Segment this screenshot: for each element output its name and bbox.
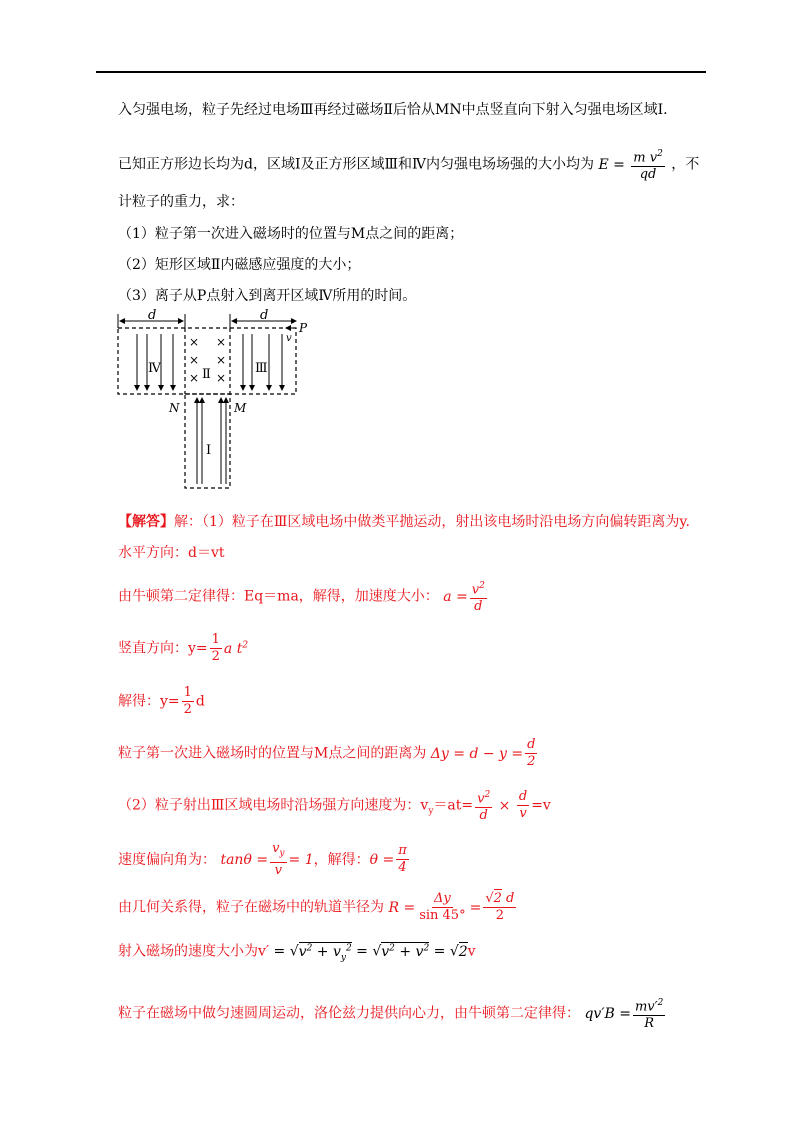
cross: × [189, 335, 200, 349]
region-label-IV: Ⅳ [148, 361, 161, 376]
answer-line-11 [118, 995, 667, 1032]
dim-label-d-left: d [148, 308, 157, 323]
question-3: （3）离子从P点射入到离开区域Ⅳ所用的时间。 [118, 288, 417, 304]
question-1: （1）粒子第一次进入磁场时的位置与M点之间的距离； [118, 226, 464, 242]
answer-line-8 [118, 841, 411, 879]
label-N: N [169, 401, 180, 415]
field-diagram [110, 306, 310, 496]
region-label-I: Ⅰ [206, 443, 212, 458]
answer-line-1-text: 解：（1）粒子在Ⅲ区域电场中做类平抛运动，射出该电场时沿电场方向偏转距离为y. [174, 514, 690, 530]
label-M: M [234, 401, 247, 415]
answer-line-3 [118, 578, 489, 615]
answer-line-9 [118, 891, 518, 924]
answer-line-6-text: 粒子第一次进入磁场时的位置与M点之间的距离为 [118, 745, 427, 762]
cross: × [189, 353, 200, 367]
answer-line-11-text: 粒子在磁场中做匀速圆周运动，洛伦兹力提供向心力，由牛顿第二定律得： [118, 1005, 580, 1022]
answer-line-8-text: 速度偏向角为： [118, 851, 216, 868]
lower-region-border [185, 394, 230, 488]
answer-line-6 [118, 737, 539, 770]
answer-line-5: 解得：y= $\frac{1}{2}$ d [118, 685, 205, 717]
answer-line-7-text: （2）粒子射出Ⅲ区域电场时沿场强方向速度为：v [118, 797, 429, 814]
answer-line-7: （2）粒子射出Ⅲ区域电场时沿场强方向速度为：$v_y=at=$ $\frac{v^2}{d}$ × $\frac{d}{v}$ =v [118, 787, 551, 824]
cross: × [216, 335, 227, 349]
region-label-II: Ⅱ [202, 367, 211, 382]
problem-line-3: 计粒子的重力，求： [118, 194, 244, 210]
answer-line-2: 水平方向：d＝vt [118, 545, 225, 561]
answer-line-10-text: 射入磁场的速度大小为v′ [118, 943, 270, 960]
answer-line-10 [118, 939, 476, 966]
formula-speed: = $√v^2 + v_y^2 = √v^2 + v^2 = √2$ [273, 943, 468, 963]
dim-label-d-right: d [260, 308, 269, 323]
answer-line-3-text: 由牛顿第二定律得：Eq＝ma，解得，加速度大小： [118, 588, 439, 605]
formula-tan: tanθ = $\frac{v_y}{v}$ = 1 [220, 841, 314, 878]
question-2: （2）矩形区域Ⅱ内磁感应强度的大小； [118, 257, 361, 273]
answer-line-7-tail: =v [531, 797, 551, 814]
formula-acceleration: a = $\frac{v^2}{d}$ [443, 589, 489, 605]
formula-lorentz: qv′B = $\frac{mv'^2}{R}$ [584, 1006, 667, 1022]
answer-line-9-text: 由几何关系得，粒子在磁场中的轨道半径为 [118, 899, 384, 916]
cross: × [189, 371, 200, 385]
problem-line-2-tail: ，不 [671, 156, 700, 173]
answer-line-5-tail: d [195, 693, 205, 710]
answer-tag: 【解答】 [118, 514, 174, 530]
cross: × [216, 371, 227, 385]
answer-line-8-mid: ，解得： [313, 851, 370, 868]
formula-radius: R = $\frac{\Delta y}{\sin 45^\circ}$ = $\frac{√2 d}{2}$ [388, 891, 515, 923]
header-rule [96, 71, 706, 73]
answer-line-10-tail: v [467, 943, 476, 960]
problem-line-2 [118, 146, 699, 183]
label-v: v [286, 333, 292, 344]
answer-line-4-text: 竖直方向：y= [118, 640, 208, 657]
label-P: P [299, 321, 308, 335]
formula-delta-y: Δy = d − y = $\frac{d}{2}$ [430, 737, 536, 769]
formula-E: E = $\frac{m v^2}{qd}$ [598, 157, 671, 173]
answer-line-4: 竖直方向：y= $\frac{1}{2}$ a $t^2$ [118, 632, 249, 664]
answer-line-1 [118, 513, 690, 531]
problem-line-1: 入匀强电场，粒子先经过电场Ⅲ再经过磁场Ⅱ后恰从MN中点竖直向下射入匀强电场区域Ⅰ. [118, 102, 668, 118]
formula-theta: θ = $\frac{\pi}{4}$ [369, 843, 407, 876]
cross: × [216, 353, 227, 367]
answer-line-7-mid: ＝at= [433, 797, 474, 814]
region-label-III: Ⅲ [255, 361, 268, 376]
problem-line-2-text: 已知正方形边长均为d，区域Ⅰ及正方形区域Ⅲ和Ⅳ内匀强电场场强的大小均为 [118, 156, 594, 173]
answer-line-5-text: 解得：y= [118, 693, 180, 710]
